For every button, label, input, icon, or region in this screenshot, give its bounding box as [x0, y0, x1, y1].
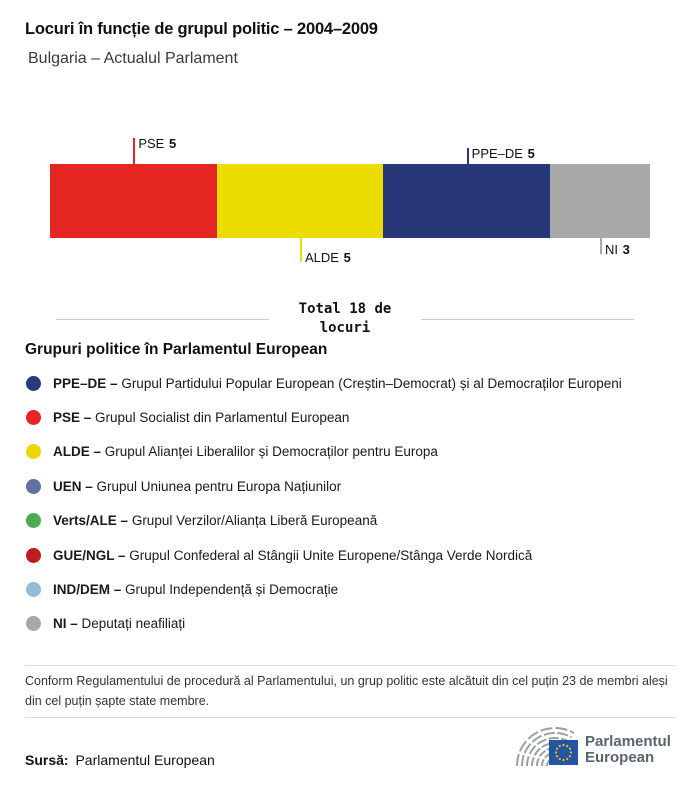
callout-tick — [467, 148, 469, 164]
callout-label — [472, 146, 535, 161]
source-label: Sursă: — [25, 752, 69, 768]
seats-stacked-bar-chart — [50, 135, 650, 275]
legend-item-ind-dem — [25, 572, 685, 606]
stacked-bar — [50, 164, 650, 238]
group-seats: 5 — [168, 136, 177, 151]
group-seats: 3 — [622, 242, 630, 257]
page-subtitle: Bulgaria – Actualul Parlament — [28, 50, 238, 67]
gue-ngl-color-dot-icon — [26, 548, 41, 563]
callout-tick — [600, 238, 602, 254]
legend-heading: Grupuri politice în Parlamentul European — [25, 341, 328, 358]
eu-star-icon — [566, 745, 568, 747]
total-rule-left — [56, 319, 269, 320]
legend-item-label: IND/DEM – Grupul Independență și Democrație — [53, 582, 339, 598]
group-seats: 5 — [343, 250, 351, 265]
legend — [25, 366, 685, 641]
footnote — [25, 671, 680, 711]
legend-item-alde — [25, 435, 685, 469]
callout-label — [138, 136, 176, 151]
legend-item-gue-ngl — [25, 538, 685, 572]
eu-star-icon — [562, 744, 564, 746]
verts-ale-color-dot-icon — [26, 513, 41, 528]
eu-flag — [549, 740, 578, 765]
legend-item-label: Verts/ALE – Grupul Verzilor/Alianța Liberă Europeană — [53, 513, 378, 529]
group-abbr: PSE — [138, 136, 165, 151]
eu-star-icon — [570, 751, 572, 753]
uen-color-dot-icon — [26, 479, 41, 494]
source-value: Parlamentul European — [75, 752, 215, 768]
eu-star-icon — [569, 748, 571, 750]
legend-item-uen — [25, 469, 685, 503]
callout-tick — [300, 238, 302, 262]
alde-color-dot-icon — [26, 444, 41, 459]
bar-segment-ppe-de — [383, 164, 550, 238]
legend-item-ppe-de — [25, 366, 685, 400]
eu-star-icon — [566, 758, 568, 760]
bar-segment-pse — [50, 164, 217, 238]
eu-star-icon — [556, 748, 558, 750]
legend-item-label: PSE – Grupul Socialist din Parlamentul European — [53, 410, 350, 426]
legend-item-label: GUE/NGL – Grupul Confederal al Stângii Unite Europene/Stânga Verde Nordică — [53, 547, 533, 563]
ind-dem-color-dot-icon — [26, 582, 41, 597]
ni-color-dot-icon — [26, 616, 41, 631]
total-seats — [56, 300, 634, 338]
group-abbr: ALDE — [305, 250, 339, 265]
callout-label — [605, 242, 630, 257]
eu-star-icon — [559, 745, 561, 747]
legend-item-label: PPE–DE – Grupul Partidului Popular European (Creștin–Democrat) și al Democraților Europeni — [53, 375, 622, 391]
source-line — [25, 752, 215, 768]
european-parliament-logo-icon — [515, 720, 677, 770]
legend-item-label: UEN – Grupul Uniunea pentru Europa Națiunilor — [53, 478, 342, 494]
footnote-line: din cel puțin șapte state membre. — [25, 694, 210, 708]
group-abbr: PPE–DE — [471, 146, 523, 161]
ppe-de-color-dot-icon — [26, 376, 41, 391]
page-title: Locuri în funcție de grupul politic – 2004–2009 — [25, 20, 378, 38]
legend-item-ni — [25, 607, 685, 641]
eu-star-icon — [559, 758, 561, 760]
callout-tick — [133, 138, 135, 164]
divider — [25, 665, 675, 666]
total-rule-right — [421, 319, 634, 320]
footnote-line: Conform Regulamentului de procedură al Parlamentului, un grup politic este alcătuit din cel puțin 23 de membri aleși — [25, 674, 668, 688]
legend-item-label: NI – Deputați neafiliați — [53, 616, 186, 632]
pse-color-dot-icon — [26, 410, 41, 425]
eu-star-icon — [562, 759, 564, 761]
eu-star-icon — [555, 751, 557, 753]
legend-item-label: ALDE – Grupul Alianței Liberalilor și Democraților pentru Europa — [53, 444, 438, 460]
logo-text-line1: Parlamentul — [585, 733, 671, 750]
group-abbr: NI — [605, 242, 618, 257]
group-seats: 5 — [527, 146, 535, 161]
bar-segment-alde — [217, 164, 384, 238]
legend-item-verts-ale — [25, 504, 685, 538]
bar-segment-ni — [550, 164, 650, 238]
total-seats-label: Total 18 de locuri — [298, 301, 392, 336]
eu-star-icon — [569, 755, 571, 757]
callout-label — [305, 250, 351, 265]
legend-item-pse — [25, 400, 685, 434]
divider — [25, 717, 675, 718]
eu-star-icon — [556, 755, 558, 757]
logo-text-line2: European — [585, 749, 655, 766]
